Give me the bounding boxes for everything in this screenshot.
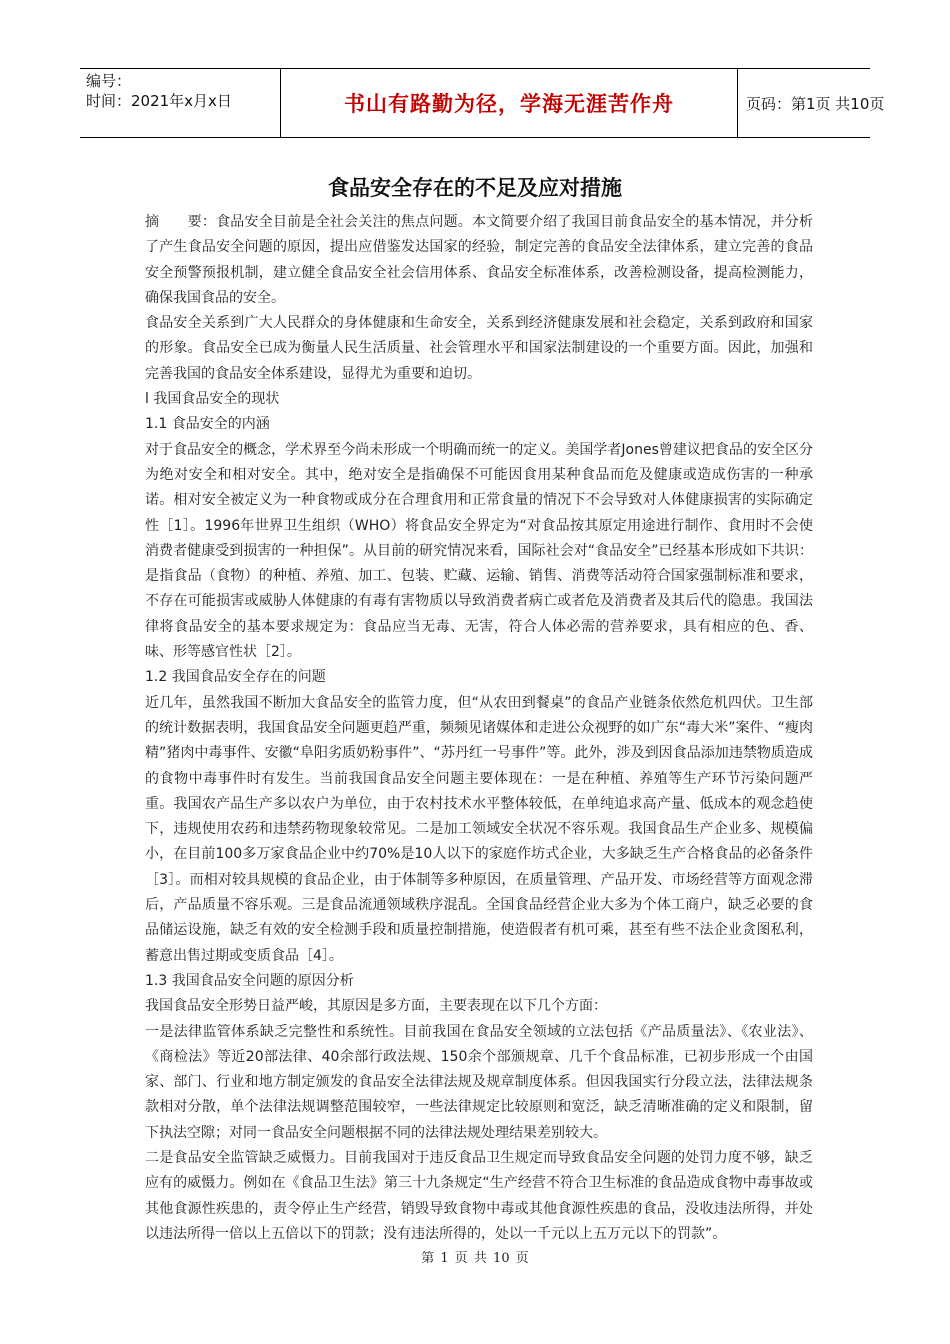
- subsection-heading: 1.2 我国食品安全存在的问题: [145, 669, 326, 686]
- body-paragraph: 我国食品安全形势日益严峻，其原因是多方面，主要表现在以下几个方面：: [145, 998, 607, 1015]
- header-number-label: 编号：: [86, 72, 132, 90]
- page-footer: 第 1 页 共 10 页: [421, 1251, 529, 1266]
- abstract-paragraph: 摘 要：食品安全目前是全社会关注的焦点问题。本文简要介绍了我国目前食品安全的基本情况，并分析了产生食品安全问题的原因，提出应借鉴发达国家的经验，制定完善的食品安全法律体系，建立完善的食品安全预警预报机制，建立健全食品安全社会信用体系、食品安全标准体系，改善检测设备，提高检测能力，确保我国食品的安全。: [145, 214, 813, 306]
- header-time-label: 时间：2021年x月x日: [86, 92, 232, 110]
- body-paragraph: 二是食品安全监管缺乏威慑力。目前我国对于违反食品卫生规定而导致食品安全问题的处罚力度不够，缺乏应有的威慑力。例如在《食品卫生法》第三十九条规定“生产经营不符合卫生标准的食品造成食物中毒事故或其他食源性疾患的，责令停止生产经营，销毁导致食物中毒或其他食源性疾患的食品，没收违法所得，并处以违法所得一倍以上五倍以下的罚款；没有违法所得的，处以一千元以上五万元以下的罚款”。: [145, 1149, 813, 1242]
- subsection-heading: 1.3 我国食品安全问题的原因分析: [145, 972, 354, 989]
- header-motto-cell: [280, 69, 738, 137]
- section-heading: l 我国食品安全的现状: [145, 391, 280, 408]
- document-header: [80, 68, 885, 138]
- body-paragraph: 食品安全关系到广大人民群众的身体健康和生命安全，关系到经济健康发展和社会稳定，关系到政府和国家的形象。食品安全已成为衡量人民生活质量、社会管理水平和国家法制建设的一个重要方面。因此，加强和完善我国的食品安全体系建设，显得尤为重要和迫切。: [145, 315, 813, 382]
- subsection-heading: 1.1 食品安全的内涵: [145, 416, 270, 433]
- body-paragraph: 近几年，虽然我国不断加大食品安全的监管力度，但“从农田到餐桌”的食品产业链条依然危机四伏。卫生部的统计数据表明，我国食品安全问题更趋严重，频频见诸媒体和走进公众视野的如广东“毒大米”案件、“瘦肉精”猪肉中毒事件、安徽“阜阳劣质奶粉事件”、“苏丹红一号事件”等。此外，涉及到因食品添加违禁物质造成的食物中毒事件时有发生。当前我国食品安全问题主要体现在：一是在种植、养殖等生产环节污染问题严重。我国农产品生产多以农户为单位，由于农村技术水平整体较低，在单纯追求高产量、低成本的观念趋使下，违规使用农药和违禁药物现象较常见。二是加工领域安全状况不容乐观。我国食品生产企业多、规模偏小，在目前100多万家食品企业中约70%是10人以下的家庭作坊式企业，大多缺乏生产合格食品的必备条件［3］。而相对较具规模的食品企业，由于体制等多种原因，在质量管理、产品开发、市场经营等方面观念滞后，产品质量不容乐观。三是食品流通领域秩序混乱。全国食品经营企业大多为个体工商户，缺乏必要的食品储运设施，缺乏有效的安全检测手段和质量控制措施，使造假者有机可乘，甚至有些不法企业贪图私利，蓄意出售过期或变质食品［4］。: [145, 694, 813, 964]
- document-title: 食品安全存在的不足及应对措施: [328, 176, 622, 200]
- document-body: [145, 210, 813, 1247]
- body-paragraph: 一是法律监管体系缺乏完整性和系统性。目前我国在食品安全领域的立法包括《产品质量法》、《农业法》、《商检法》等近20部法律、40余部行政法规、150余个部颁规章、几千个食品标准，已初步形成一个由国家、部门、行业和地方制定颁发的食品安全法律法规及规章制度体系。但因我国实行分段立法，法律法规条款相对分散，单个法律法规调整范围较窄，一些法律规定比较原则和宽泛，缺乏清晰准确的定义和限制，留下执法空隙；对同一食品安全问题根据不同的法律法规处理结果差别较大。: [145, 1023, 813, 1141]
- header-page-info: 页码：第1页 共10页: [746, 94, 885, 113]
- body-paragraph: 对于食品安全的概念，学术界至今尚未形成一个明确而统一的定义。美国学者Jones曾建议把食品的安全区分为绝对安全和相对安全。其中，绝对安全是指确保不可能因食用某种食品而危及健康或造成伤害的一种承诺。相对安全被定义为一种食物或成分在合理食用和正常食量的情况下不会导致对人体健康损害的实际确定性［1］。1996年世界卫生组织（WHO）将食品安全界定为“对食品按其原定用途进行制作、食用时不会使消费者健康受到损害的一种担保”。从目前的研究情况来看，国际社会对“食品安全”已经基本形成如下共识：是指食品（食物）的种植、养殖、加工、包装、贮藏、运输、销售、消费等活动符合国家强制标准和要求，不存在可能损害或威胁人体健康的有毒有害物质以导致消费者病亡或者危及消费者及其后代的隐患。我国法律将食品安全的基本要求规定为：食品应当无毒、无害，符合人体必需的营养要求，具有相应的色、香、味、形等感官性状［2］。: [145, 441, 813, 661]
- header-motto: 书山有路勤为径，学海无涯苦作舟: [344, 92, 674, 116]
- header-meta: [80, 69, 280, 137]
